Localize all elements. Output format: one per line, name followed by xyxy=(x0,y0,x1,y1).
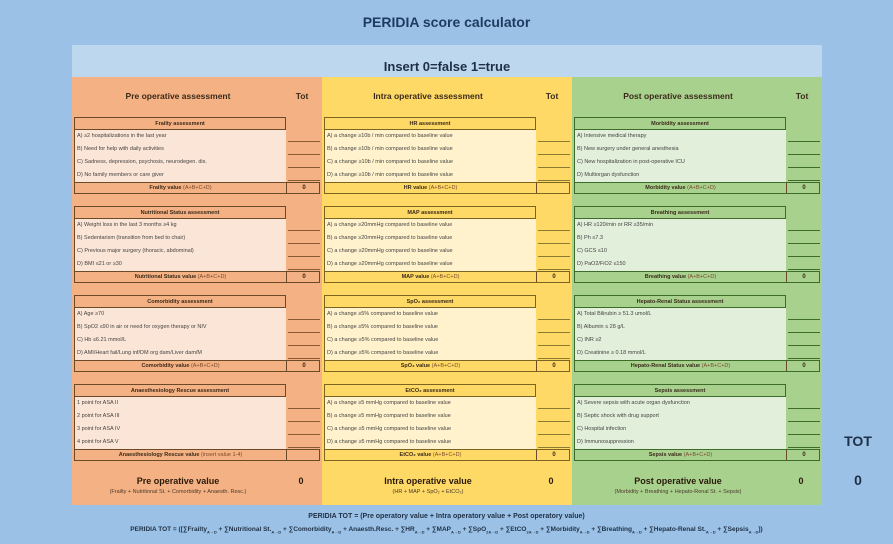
criterion-input-cell[interactable] xyxy=(538,219,570,231)
criterion-input-cell[interactable] xyxy=(788,219,820,231)
criterion-input-cell[interactable] xyxy=(538,397,570,409)
criterion-label: C) a change ≥5 mmHg compared to baseline value xyxy=(327,426,452,432)
criterion-label: D) Creatinine ≥ 0.18 mmol/L xyxy=(577,350,646,356)
criterion-input-cell[interactable] xyxy=(788,334,820,346)
criterion-input-cell[interactable] xyxy=(788,321,820,333)
criterion-label: B) Sedentarism (transition from bed to chair) xyxy=(77,235,186,241)
assessment-value-row xyxy=(574,449,820,461)
formula-term: + ∑Nutritional St. xyxy=(216,526,272,533)
assessment-value-row xyxy=(324,360,570,372)
criterion-label: A) Age ≥70 xyxy=(77,311,105,317)
summary-value: 0 xyxy=(298,476,304,486)
criterion-label: A) a change ≥20mmHg compared to baseline value xyxy=(327,222,453,228)
assessment-value-row xyxy=(574,360,820,372)
criterion-input-cell[interactable] xyxy=(288,347,320,359)
value-formula: (A+B+C+D) xyxy=(428,185,458,191)
operative-summary xyxy=(72,470,322,505)
criterion-label: A) Weight loss in the last 3 months ≥4 kg xyxy=(77,222,177,228)
criterion-input-cell[interactable] xyxy=(288,436,320,448)
summary-title: Pre operative value xyxy=(136,476,220,486)
operative-summary xyxy=(322,470,572,505)
formula-subscript: A→D xyxy=(705,529,716,535)
criterion-label: B) SpO2 ≤90 in air or need for oxygen therapy or NIV xyxy=(77,324,207,330)
criterion-input-cell[interactable] xyxy=(788,397,820,409)
criterion-input-cell[interactable] xyxy=(538,423,570,435)
criterion-input-cell[interactable] xyxy=(288,397,320,409)
criterion-input-cell[interactable] xyxy=(288,219,320,231)
column-title: Post operative assessment xyxy=(623,91,733,101)
criterion-label: A) ≥2 hospitalizations in the last year xyxy=(77,133,167,139)
assessment-block xyxy=(324,384,570,468)
assessment-block xyxy=(324,117,570,201)
summary-formula: (Morbidity + Breathing + Hepato-Renal St. + Sepsis) xyxy=(614,489,742,495)
criterion-input-cell[interactable] xyxy=(288,143,320,155)
formula-subscript: A→D xyxy=(271,529,282,535)
value-formula: (A+B+C+D) xyxy=(683,452,713,458)
criterion-label: C) INR ≥2 xyxy=(577,337,602,343)
value-formula: (A+B+C+D) xyxy=(432,452,462,458)
criterion-label: D) Immunosuppression xyxy=(577,439,634,445)
criterion-input-cell[interactable] xyxy=(288,321,320,333)
value-formula: (A+B+C+D) xyxy=(687,274,717,280)
criterion-input-cell[interactable] xyxy=(538,232,570,244)
criterion-input-cell[interactable] xyxy=(788,169,820,181)
value-name: Morbidity value xyxy=(645,185,686,191)
value-number: 0 xyxy=(552,274,556,280)
value-number: 0 xyxy=(552,452,556,458)
value-name: MAP value xyxy=(401,274,430,280)
criterion-label: A) HR ≥120/min or RR ≥35/min xyxy=(577,222,654,228)
criterion-label: B) a change ≥20mmHg compared to baseline value xyxy=(327,235,453,241)
assessment-title: Sepsis assessment xyxy=(574,384,786,397)
formula-subscript: A→D xyxy=(450,529,461,535)
criteria-list xyxy=(74,308,286,360)
assessment-block xyxy=(74,117,320,201)
formula-term: + ∑MAP xyxy=(424,526,451,533)
criteria-list xyxy=(574,219,786,271)
criteria-list xyxy=(324,308,536,360)
criterion-label: A) a change ≥10b / min compared to baseline value xyxy=(327,133,453,139)
criterion-label: A) a change ≥5 mmHg compared to baseline value xyxy=(327,400,451,406)
criterion-input-cell[interactable] xyxy=(288,258,320,270)
column-tot-header: Tot xyxy=(795,91,809,101)
formula-term: + ∑Hepato-Renal St. xyxy=(641,526,706,533)
formula-term: + ∑Sepsis xyxy=(715,526,749,533)
criterion-input-cell[interactable] xyxy=(788,156,820,168)
criterion-label: D) a change ≥5 mmHg compared to baseline value xyxy=(327,439,452,445)
criterion-input-cell[interactable] xyxy=(288,410,320,422)
assessment-title: Anaesthesiology Rescue assessment xyxy=(74,384,286,397)
criterion-input-cell[interactable] xyxy=(538,334,570,346)
criterion-label: D) No family members or care giver xyxy=(77,172,164,178)
value-number xyxy=(539,183,569,193)
formula-term: PERIDIA TOT = ([∑Frailty xyxy=(130,526,207,533)
criteria-list xyxy=(74,219,286,271)
value-label xyxy=(575,450,787,460)
assessment-value-row xyxy=(74,360,320,372)
instruction-banner: Insert 0=false 1=true xyxy=(72,45,822,77)
criterion-label: C) Sadness, depression, psychosis, neurodegen. dis. xyxy=(77,159,207,165)
criterion-input-cell[interactable] xyxy=(788,308,820,320)
value-name: Sepsis value xyxy=(648,452,683,458)
assessment-value-row xyxy=(324,182,570,194)
column-intra-operative xyxy=(322,77,572,505)
formula-term: + ∑Breathing xyxy=(589,526,632,533)
criterion-input-cell[interactable] xyxy=(288,156,320,168)
value-formula: (A+B+C+D) xyxy=(183,185,212,191)
criterion-label: B) a change ≥10b / min compared to baseline value xyxy=(327,146,453,152)
criteria-list xyxy=(324,219,536,271)
value-number: 0 xyxy=(302,363,306,369)
formula-term: + ∑SpO xyxy=(460,526,487,533)
criterion-input-cell[interactable] xyxy=(788,423,820,435)
value-label xyxy=(75,183,287,193)
formula-subscript: A→D xyxy=(748,529,759,535)
criterion-label: D) BMI ≤21 or ≥30 xyxy=(77,261,122,267)
summary-formula: (Frailty + Nutritional St. + Comorbidity + Anaesth. Resc.) xyxy=(109,489,247,495)
criterion-label: 3 point for ASA IV xyxy=(77,426,121,432)
criterion-label: A) Total Bilirubin ≥ 51.3 umol/L xyxy=(577,311,652,317)
operative-summary xyxy=(572,470,822,505)
criterion-input-cell[interactable] xyxy=(538,436,570,448)
value-name: Breathing value xyxy=(644,274,687,280)
criteria-list xyxy=(324,130,536,182)
criterion-label: D) a change ≥10b / min compared to baseline value xyxy=(327,172,453,178)
assessment-block xyxy=(574,295,820,379)
value-number: 0 xyxy=(802,274,806,280)
column-post-operative xyxy=(572,77,822,505)
criterion-label: B) New surgery under general anesthesia xyxy=(577,146,679,152)
criterion-label: D) a change ≥5% compared to baseline value xyxy=(327,350,439,356)
assessment-title: SpO₂ assessment xyxy=(324,295,536,308)
value-number: 0 xyxy=(552,363,556,369)
value-name: Frailty value xyxy=(149,185,182,191)
value-number: 0 xyxy=(302,274,306,280)
criterion-input-cell[interactable] xyxy=(538,245,570,257)
formula-subscript: 2A→D xyxy=(526,529,539,535)
assessment-title: HR assessment xyxy=(324,117,536,130)
assessment-value-row xyxy=(74,271,320,283)
assessment-title: Comorbidity assessment xyxy=(74,295,286,308)
value-label xyxy=(325,450,537,460)
assessment-block xyxy=(74,295,320,379)
formula-detailed xyxy=(0,526,893,534)
tot-value: 0 xyxy=(854,472,862,488)
criterion-input-cell[interactable] xyxy=(538,130,570,142)
formula-term: + ∑Morbidity xyxy=(538,526,580,533)
column-pre-operative xyxy=(72,77,322,505)
criterion-label: C) Hospital infection xyxy=(577,426,627,432)
criterion-input-cell[interactable] xyxy=(538,258,570,270)
criterion-label: 2 point for ASA III xyxy=(77,413,120,419)
formula-subscript: A→D xyxy=(579,529,590,535)
column-header xyxy=(72,77,322,115)
criterion-label: B) Septic shock with drug support xyxy=(577,413,659,419)
criterion-input-cell[interactable] xyxy=(788,245,820,257)
assessment-title: Hepato-Renal Status assessment xyxy=(574,295,786,308)
assessment-title: EtCO₂ assessment xyxy=(324,384,536,397)
value-label xyxy=(575,272,787,282)
criterion-label: A) Severe sepsis with acute organ dysfunction xyxy=(577,400,690,406)
criteria-list xyxy=(574,130,786,182)
assessment-block xyxy=(574,206,820,290)
criterion-input-cell[interactable] xyxy=(288,130,320,142)
criterion-input-cell[interactable] xyxy=(538,410,570,422)
formula-summary: PERIDIA TOT = (Pre operatory value + Intra operatory value + Post operatory value) xyxy=(308,513,585,520)
column-title: Intra operative assessment xyxy=(373,91,483,101)
criterion-input-cell[interactable] xyxy=(788,436,820,448)
page-title: PERIDIA score calculator xyxy=(362,14,531,30)
assessment-block xyxy=(574,117,820,201)
criterion-input-cell[interactable] xyxy=(288,334,320,346)
criterion-input-cell[interactable] xyxy=(538,156,570,168)
value-label xyxy=(575,183,787,193)
criterion-input-cell[interactable] xyxy=(538,308,570,320)
criterion-input-cell[interactable] xyxy=(788,130,820,142)
criterion-input-cell[interactable] xyxy=(288,423,320,435)
column-tot-header: Tot xyxy=(545,91,559,101)
criterion-input-cell[interactable] xyxy=(538,347,570,359)
value-formula: (A+B+C+D) xyxy=(197,274,227,280)
criterion-input-cell[interactable] xyxy=(788,258,820,270)
criterion-label: 4 point for ASA V xyxy=(77,439,119,445)
formula-subscript: A→D xyxy=(331,529,342,535)
criterion-label: B) a change ≥5% compared to baseline value xyxy=(327,324,438,330)
criterion-input-cell[interactable] xyxy=(538,321,570,333)
criterion-label: A) a change ≥5% compared to baseline value xyxy=(327,311,438,317)
criterion-label: C) Previous major surgery (thoracic, abdominal) xyxy=(77,248,194,254)
assessment-value-row xyxy=(74,182,320,194)
value-label xyxy=(75,450,287,460)
criteria-list xyxy=(74,130,286,182)
formula-term: + ∑EtCO xyxy=(498,526,527,533)
criterion-label: C) Hb ≤6.21 mmol/L xyxy=(77,337,127,343)
value-name: Hepato-Renal Status value xyxy=(630,363,701,369)
criterion-input-cell[interactable] xyxy=(288,245,320,257)
criterion-label: B) Albumin ≤ 28 g/L xyxy=(577,324,625,330)
value-formula: (A+B+C+D) xyxy=(190,363,220,369)
assessment-block xyxy=(324,295,570,379)
assessment-block xyxy=(74,206,320,290)
assessment-title: Frailty assessment xyxy=(74,117,286,130)
formula-subscript: A→D xyxy=(206,529,217,535)
criterion-input-cell[interactable] xyxy=(788,143,820,155)
value-label xyxy=(575,361,787,371)
formula-subscript: 2A→D xyxy=(486,529,499,535)
assessment-value-row xyxy=(324,271,570,283)
criterion-input-cell[interactable] xyxy=(788,347,820,359)
criterion-label: D) PaO2/FiO2 ≤150 xyxy=(577,261,626,267)
criterion-input-cell[interactable] xyxy=(538,169,570,181)
criterion-label: C) a change ≥10b / min compared to baseline value xyxy=(327,159,453,165)
assessment-title: Breathing assessment xyxy=(574,206,786,219)
criterion-input-cell[interactable] xyxy=(788,410,820,422)
value-formula: (A+B+C+D) xyxy=(701,363,731,369)
criteria-list xyxy=(574,397,786,449)
summary-title: Intra operative value xyxy=(384,476,472,486)
assessment-block xyxy=(574,384,820,468)
value-number: 0 xyxy=(802,452,806,458)
criterion-label: B) Ph ≤7.3 xyxy=(577,235,603,241)
criterion-input-cell[interactable] xyxy=(538,143,570,155)
value-label xyxy=(325,183,537,193)
value-number: 0 xyxy=(802,363,806,369)
criterion-label: C) GCS ≤10 xyxy=(577,248,607,254)
value-formula: (A+B+C+D) xyxy=(430,274,460,280)
column-title: Pre operative assessment xyxy=(125,91,231,101)
column-header xyxy=(322,77,572,115)
criterion-input-cell[interactable] xyxy=(288,308,320,320)
assessment-value-row xyxy=(574,271,820,283)
criterion-input-cell[interactable] xyxy=(788,232,820,244)
value-name: Nutritional Status value xyxy=(134,274,197,280)
formula-term: + ∑Comorbidity xyxy=(281,526,332,533)
criterion-input-cell[interactable] xyxy=(288,232,320,244)
summary-formula: (HR + MAP + SpO₂ + EtCO₂) xyxy=(392,489,464,495)
criteria-list xyxy=(574,308,786,360)
value-label xyxy=(325,272,537,282)
value-number xyxy=(289,450,319,460)
tot-label: TOT xyxy=(844,433,872,449)
summary-title: Post operative value xyxy=(634,476,722,486)
criterion-label: C) a change ≥20mmHg compared to baseline value xyxy=(327,248,453,254)
value-name: Anaesthesiology Rescue value xyxy=(118,452,200,458)
value-name: Comorbidity value xyxy=(141,363,190,369)
summary-value: 0 xyxy=(548,476,554,486)
criterion-label: 1 point for ASA II xyxy=(77,400,118,406)
assessment-title: Morbidity assessment xyxy=(574,117,786,130)
criterion-label: D) AMI/Heart fail/Lung inf/DM org dam/Liver dam/M xyxy=(77,350,203,356)
value-number: 0 xyxy=(802,185,806,191)
value-formula: (A+B+C+D) xyxy=(687,185,716,191)
formula-term: + Anaesth.Resc. + ∑HR xyxy=(341,526,415,533)
criterion-label: C) New hospitalization in post-operative ICU xyxy=(577,159,685,165)
criterion-label: B) Need for help with daily activities xyxy=(77,146,164,152)
assessment-value-row xyxy=(324,449,570,461)
formula-term: ]) xyxy=(758,526,763,533)
value-label xyxy=(325,361,537,371)
value-name: EtCO₂ value xyxy=(399,452,432,458)
column-tot-header: Tot xyxy=(295,91,309,101)
value-label xyxy=(75,361,287,371)
assessment-title: Nutritional Status assessment xyxy=(74,206,286,219)
column-header xyxy=(572,77,822,115)
value-name: SpO₂ value xyxy=(400,363,431,369)
value-name: HR value xyxy=(403,185,428,191)
assessment-title: MAP assessment xyxy=(324,206,536,219)
assessment-value-row xyxy=(74,449,320,461)
criteria-list xyxy=(74,397,286,449)
criterion-label: B) a change ≥5 mmHg compared to baseline value xyxy=(327,413,451,419)
value-formula: (A+B+C+D) xyxy=(431,363,461,369)
assessment-block xyxy=(324,206,570,290)
value-number: 0 xyxy=(302,185,306,191)
assessment-block xyxy=(74,384,320,468)
criteria-list xyxy=(324,397,536,449)
summary-value: 0 xyxy=(798,476,804,486)
formula-subscript: A→D xyxy=(631,529,642,535)
criterion-label: A) Intensive medical therapy xyxy=(577,133,647,139)
assessment-value-row xyxy=(574,182,820,194)
value-label xyxy=(75,272,287,282)
criterion-label: C) a change ≥5% compared to baseline value xyxy=(327,337,439,343)
criterion-label: D) Multiorgan dysfunction xyxy=(577,172,640,178)
criterion-input-cell[interactable] xyxy=(288,169,320,181)
value-formula: (insert value 1-4) xyxy=(200,452,243,458)
criterion-label: D) a change ≥20mmHg compared to baseline value xyxy=(327,261,453,267)
formula-subscript: A→D xyxy=(414,529,425,535)
